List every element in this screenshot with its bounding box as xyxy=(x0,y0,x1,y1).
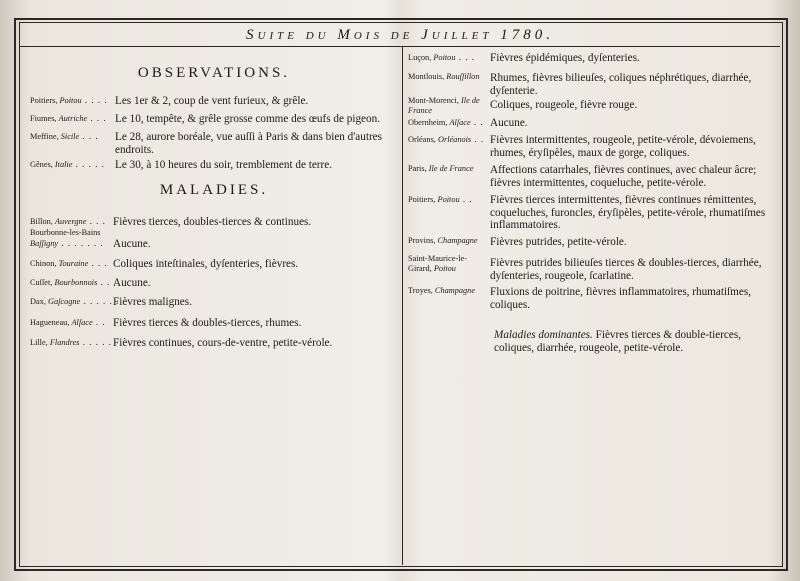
entry-text: Fièvres épidémiques, dyſenteries. xyxy=(490,52,640,64)
page-header xyxy=(20,24,780,47)
dominant-text: Fièvres tierces & double-tierces, coliques, diarrhée, rougeole, petite-vérole. xyxy=(494,329,742,354)
entry-place: Chinon, Touraine . . . xyxy=(30,258,108,268)
malady-entry xyxy=(30,216,398,229)
entry-text: Fièvres tierces & doubles-tierces, rhumes. xyxy=(113,317,302,329)
entry-place: Gênes, Italie . . . . . xyxy=(30,159,105,169)
malady-entry xyxy=(408,134,773,159)
entry-text: Les 1er & 2, coup de vent furieux, & grêle. xyxy=(115,95,309,107)
entry-text: Aucune. xyxy=(113,277,151,289)
entry-place: Poitiers, Poitou . . xyxy=(408,194,473,204)
entry-text: Fièvres malignes. xyxy=(113,296,192,308)
malady-entry xyxy=(408,72,773,97)
entry-place: Fiumes, Autriche . . . xyxy=(30,113,107,123)
malady-entry xyxy=(408,164,773,189)
entry-text: Affections catarrhales, fièvres continues, avec chaleur âcre; fièvres intermittentes, coqueluche, petite-vérole. xyxy=(490,164,757,189)
observation-entry xyxy=(30,95,398,108)
entry-place: Montlouis, Rouſſillon xyxy=(408,72,480,81)
entry-text: Aucune. xyxy=(113,238,151,250)
entry-text: Fièvres putrides bilieuſes tierces & doubles-tierces, diarrhée, dyſenteries, rougeole, ſcarlatine. xyxy=(490,257,762,282)
malady-entry xyxy=(408,96,773,116)
entry-place: Troyes, Champagne xyxy=(408,286,476,295)
entry-place: Obernheim, Alſace . . xyxy=(408,117,484,127)
observation-entry xyxy=(30,159,398,172)
entry-place: Hagueneau, Alſace . . xyxy=(30,317,106,327)
entry-text: Coliques, rougeole, fièvre rouge. xyxy=(490,99,638,111)
entry-place: Saint-Maurice-le-Girard, Poitou xyxy=(408,254,467,273)
entry-place: Lille, Flandres . . . . . xyxy=(30,337,112,347)
malady-entry xyxy=(30,258,398,271)
entry-place: Mont-Morenci, Ile de France xyxy=(408,96,480,115)
entry-place: Dax, Gaſcogne . . . . . . xyxy=(30,296,120,306)
entry-text: Fièvres tierces, doubles-tierces & continues. xyxy=(113,216,312,228)
observation-entry xyxy=(30,131,398,156)
malady-entry xyxy=(408,194,773,232)
malady-entry xyxy=(30,228,398,251)
entry-place: Billon, Auvergne . . . xyxy=(30,216,106,226)
entry-text: Fluxions de poitrine, fièvres inflammatoires, rhumatiſmes, coliques. xyxy=(490,286,751,311)
malady-entry xyxy=(30,296,398,309)
entry-text: Le 10, tempête, & grêle grosse comme des œufs de pigeon. xyxy=(115,113,381,125)
malady-entry xyxy=(30,277,398,290)
malady-entry xyxy=(408,52,773,65)
entry-text: Fièvres tierces intermittentes, fièvres continues rémittentes, coqueluches, furoncles, éryſipèles, petite-vérole, rhumatiſmes inflammatoires. xyxy=(490,194,766,231)
entry-text: Coliques inteſtinales, dyſenteries, fièvres. xyxy=(113,258,299,270)
observations-heading: OBSERVATIONS. xyxy=(137,65,291,81)
malady-entry xyxy=(408,117,773,130)
dominant-label: Maladies dominantes. xyxy=(494,329,593,341)
observation-entry xyxy=(30,113,398,126)
entry-place: Poitiers, Poitou . . . . xyxy=(30,95,108,105)
entry-text: Le 30, à 10 heures du soir, tremblement de terre. xyxy=(115,159,333,171)
page-title: Suite du Mois de Juillet 1780. xyxy=(246,27,554,43)
malady-entry xyxy=(408,236,773,249)
entry-place: Meffine, Sicile . . . xyxy=(30,131,99,141)
entry-place: Bourbonne-les-Bains Baſſigny . . . . . . . xyxy=(30,228,104,248)
maladies-heading: MALADIES. xyxy=(159,182,269,198)
entry-place: Paris, Ile de France xyxy=(408,164,474,173)
column-divider xyxy=(402,47,404,565)
malady-entry xyxy=(30,317,398,330)
entry-text: Fièvres intermittentes, rougeole, petite-vérole, dévoiemens, rhumes, éryſipèles, maux de gorge, coliques. xyxy=(490,134,756,159)
entry-place: Cuſſet, Bourbonnois . . xyxy=(30,277,111,287)
entry-text: Aucune. xyxy=(490,117,528,129)
entry-text: Fièvres continues, cours-de-ventre, petite-vérole. xyxy=(113,337,333,349)
malady-entry xyxy=(408,254,773,282)
malady-entry xyxy=(30,337,398,350)
entry-text: Fièvres putrides, petite-vérole. xyxy=(490,236,627,248)
entry-text: Rhumes, fièvres bilieuſes, coliques néphrétiques, diarrhée, dyſenterie. xyxy=(490,72,752,97)
entry-text: Le 28, aurore boréale, vue auſſi à Paris & dans bien d'autres endroits. xyxy=(115,131,383,156)
entry-place: Luçon, Poitou . . . xyxy=(408,52,475,62)
entry-place: Orléans, Orléanois . . xyxy=(408,134,485,144)
entry-place: Provins, Champagne xyxy=(408,236,478,245)
dominant-diseases-note xyxy=(494,329,779,355)
malady-entry xyxy=(408,286,773,311)
